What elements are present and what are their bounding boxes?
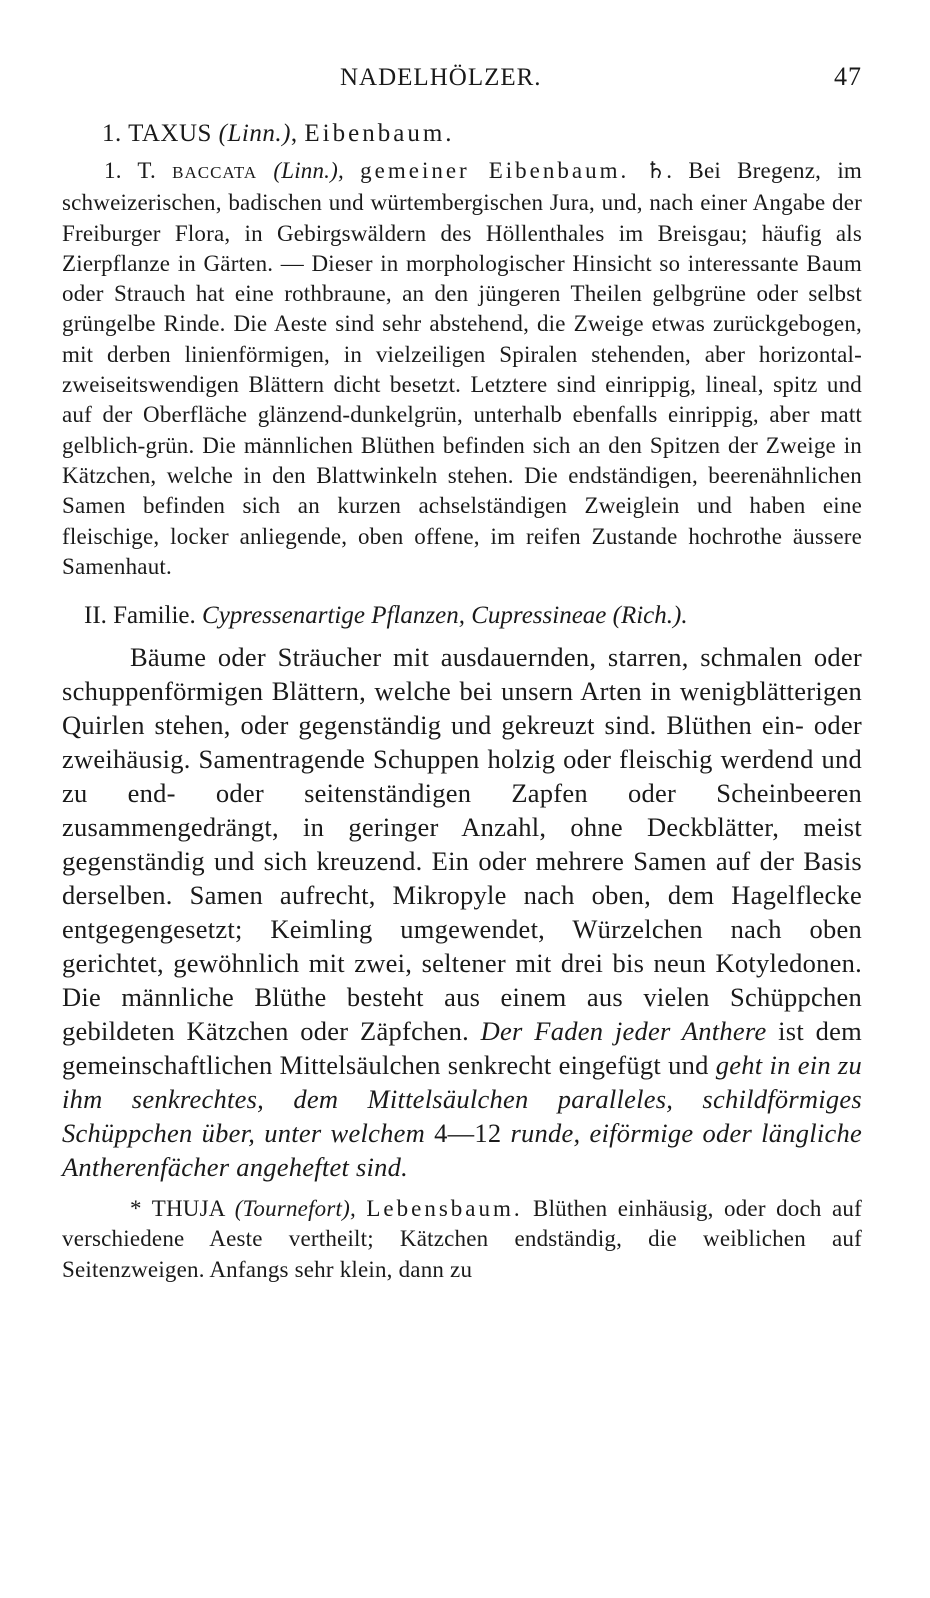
species-description: Bei Bregenz, im schweizerischen, badischen und würtembergischen Jura, und, nach einer Angabe der Freiburger Flora, in Gebirgswäldern des Höllenthales im Breisgau; häufig als Zierpflanze in Gärten. — Dieser in morphologischer Hinsicht so interessante Baum oder Strauch hat eine rothbraune, an den jüngeren Theilen gelbgrüne oder selbst grüngelbe Rinde. Die Aeste sind sehr abstehend, die Zweige etwas zurückgebogen, mit derben linienförmigen, in vielzeiligen Spiralen stehenden, aber horizontal-zweiseitswendigen Blättern dicht besetzt. Letztere sind einrippig, lineal, spitz und auf der Oberfläche glänzend-dunkelgrün, unterhalb ebenfalls einrippig, aber matt gelblich-grün. Die männlichen Blüthen befinden sich an den Spitzen der Zweige in Kätzchen, welche in den Blattwinkeln stehen. Die endständigen, beerenähnlichen Samen befinden sich an kurzen achselständigen Zweiglein und haben eine fleischige, locker anliegende, oben offene, im reifen Zustande hochrothe äussere Samenhaut.	[62, 158, 862, 579]
thuja-authority: (Tournefort),	[234, 1196, 356, 1222]
thuja-marker: * THUJA	[130, 1196, 225, 1222]
thuja-paragraph	[62, 1194, 862, 1285]
thuja-text: Blüthen einhäusig, oder doch auf verschiedene Aeste vertheilt; Kätzchen endständig, die weiblichen auf Seitenzweigen. Anfangs sehr klein, dann zu	[62, 1196, 862, 1282]
description-italic-a: Der Faden jeder Anthere	[480, 1016, 767, 1047]
running-title: NADELHÖLZER.	[340, 64, 542, 91]
species-number: 1. T.	[104, 158, 156, 183]
description-text-b: ist dem gemeinschaftlichen Mittelsäulchen senkrecht eingefügt und	[62, 1016, 863, 1081]
description-italic-c: runde, eiförmige oder längliche Antherenfächer angeheftet sind.	[62, 1118, 862, 1183]
family-authority: (Rich.).	[612, 602, 688, 630]
genus-number: 1.	[102, 120, 122, 147]
family-latin: Cupressineae	[471, 602, 607, 630]
family-heading	[84, 602, 862, 630]
description-italic-b: geht in ein zu ihm senkrechtes, dem Mittelsäulchen paralleles, schildförmiges Schüppchen über, unter welchem	[62, 1050, 862, 1149]
tree-symbol: ♄.	[645, 158, 673, 183]
family-description	[62, 640, 862, 1184]
species-paragraph	[62, 156, 862, 582]
genus-authority: (Linn.)	[218, 120, 291, 147]
family-name: Cypressenartige Pflanzen,	[202, 602, 465, 630]
genus-heading: 1. TAXUS (Linn.), Eibenbaum.	[102, 120, 455, 147]
description-text-a: Bäume oder Sträucher mit ausdauernden, starren, schmalen oder schuppenförmigen Blättern, welche bei unsern Arten in wenigblätterigen Quirlen stehen, oder gegenständig und gekreuzt sind. Blüthen ein- oder zweihäusig. Samentragende Schuppen holzig oder fleischig werdend und zu end- oder seitenständigen Zapfen oder Scheinbeeren zusammengedrängt, in geringer Anzahl, ohne Deckblätter, meist gegenständig und sich kreuzend. Ein oder mehrere Samen auf der Basis derselben. Samen aufrecht, Mikropyle nach oben, dem Hagelflecke entgegengesetzt; Keimling umgewendet, Würzelchen nach oben gerichtet, gewöhnlich mit zwei, seltener mit drei bis neun Kotyledonen. Die männliche Blüthe besteht aus einem aus vielen Schüppchen gebildeten Kätzchen oder Zäpfchen.	[62, 642, 862, 1047]
book-page	[62, 58, 862, 1285]
family-label: II. Familie.	[84, 602, 196, 630]
description-text-c: 4—12	[434, 1118, 502, 1149]
running-header	[62, 58, 862, 102]
page-number: 47	[834, 62, 862, 91]
genus-name: TAXUS	[128, 120, 212, 147]
species-epithet: BACCATA	[172, 163, 258, 182]
genus-common-name: Eibenbaum.	[304, 120, 455, 147]
species-authority: (Linn.),	[273, 158, 344, 183]
thuja-common-name: Lebensbaum.	[366, 1196, 523, 1222]
species-common-name: gemeiner Eibenbaum.	[360, 158, 630, 183]
